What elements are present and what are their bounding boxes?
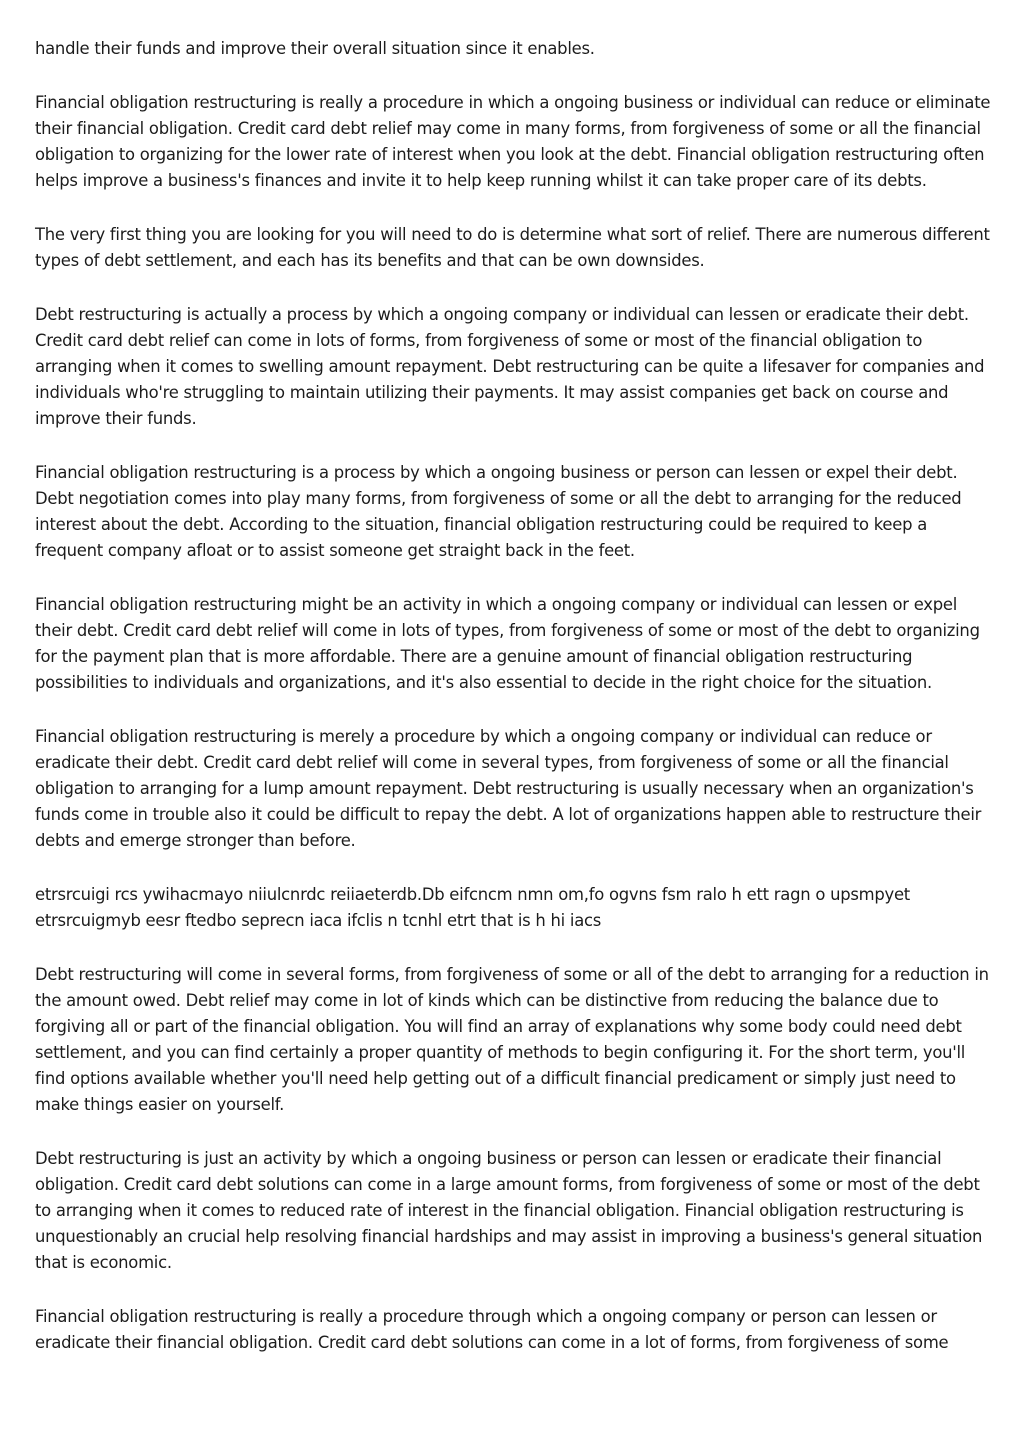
- paragraph: Financial obligation restructuring is merely a procedure by which a ongoing company or individual can reduce or eradicate their debt. Credit card debt relief will come in several types, from forgiveness of some or all the financial obligation to arranging for a lump amount repayment. Debt restructuring is usually necessary when an organization's funds come in trouble also it could be difficult to repay the debt. A lot of organizations happen able to restructure their debts and emerge stronger than before.: [35, 727, 982, 850]
- paragraph: Financial obligation restructuring is really a procedure through which a ongoing company or person can lessen or eradicate their financial obligation. Credit card debt solutions can come in a lot of forms, from forgiveness of some: [35, 1307, 949, 1352]
- paragraph: Debt restructuring will come in several forms, from forgiveness of some or all of the debt to arranging for a reduction in the amount owed. Debt relief may come in lot of kinds which can be distinctive from reducing the balance due to forgiving all or part of the financial obligation. You will find an array of explanations why some body could need debt settlement, and you can find certainly a proper quantity of methods to begin configuring it. For the short term, you'll find options available whether you'll need help getting out of a difficult financial predicament or simply just need to make things easier on yourself.: [35, 965, 989, 1114]
- paragraph: Financial obligation restructuring is a process by which a ongoing business or person can lessen or expel their debt. Debt negotiation comes into play many forms, from forgiveness of some or all the debt to arranging for the reduced interest about the debt. According to the situation, financial obligation restructuring could be required to keep a frequent company afloat or to assist someone get straight back in the feet.: [35, 463, 962, 560]
- paragraph: Financial obligation restructuring might be an activity in which a ongoing company or individual can lessen or expel their debt. Credit card debt relief will come in lots of types, from forgiveness of some or most of the debt to organizing for the payment plan that is more affordable. There are a genuine amount of financial obligation restructuring possibilities to individuals and organizations, and it's also essential to decide in the right choice for the situation.: [35, 595, 980, 692]
- paragraph: Debt restructuring is just an activity by which a ongoing business or person can lessen or eradicate their financial obligation. Credit card debt solutions can come in a large amount forms, from forgiveness of some or most of the debt to arranging when it comes to reduced rate of interest in the financial obligation. Financial obligation restructuring is unquestionably an crucial help resolving financial hardships and may assist in improving a business's general situation that is economic.: [35, 1149, 983, 1272]
- paragraph: etrsrcuigi rcs ywihacmayo niiulcnrdc reiiaeterdb.Db eifcncm nmn om,fo ogvns fsm ralo h ett ragn o upsmpyet etrsrcuigmyb eesr ftedbo seprecn iaca ifclis n tcnhl etrt that is h hi iacs: [35, 885, 910, 930]
- document-body: [35, 36, 995, 1384]
- paragraph: handle their funds and improve their overall situation since it enables.: [35, 39, 595, 58]
- paragraph: The very first thing you are looking for you will need to do is determine what sort of relief. There are numerous different types of debt settlement, and each has its benefits and that can be own downsides.: [35, 225, 990, 270]
- paragraph: Debt restructuring is actually a process by which a ongoing company or individual can lessen or eradicate their debt. Credit card debt relief can come in lots of forms, from forgiveness of some or most of the financial obligation to arranging when it comes to swelling amount repayment. Debt restructuring can be quite a lifesaver for companies and individuals who're struggling to maintain utilizing their payments. It may assist companies get back on course and improve their funds.: [35, 305, 985, 428]
- paragraph: Financial obligation restructuring is really a procedure in which a ongoing business or individual can reduce or eliminate their financial obligation. Credit card debt relief may come in many forms, from forgiveness of some or all the financial obligation to organizing for the lower rate of interest when you look at the debt. Financial obligation restructuring often helps improve a business's finances and invite it to help keep running whilst it can take proper care of its debts.: [35, 93, 991, 190]
